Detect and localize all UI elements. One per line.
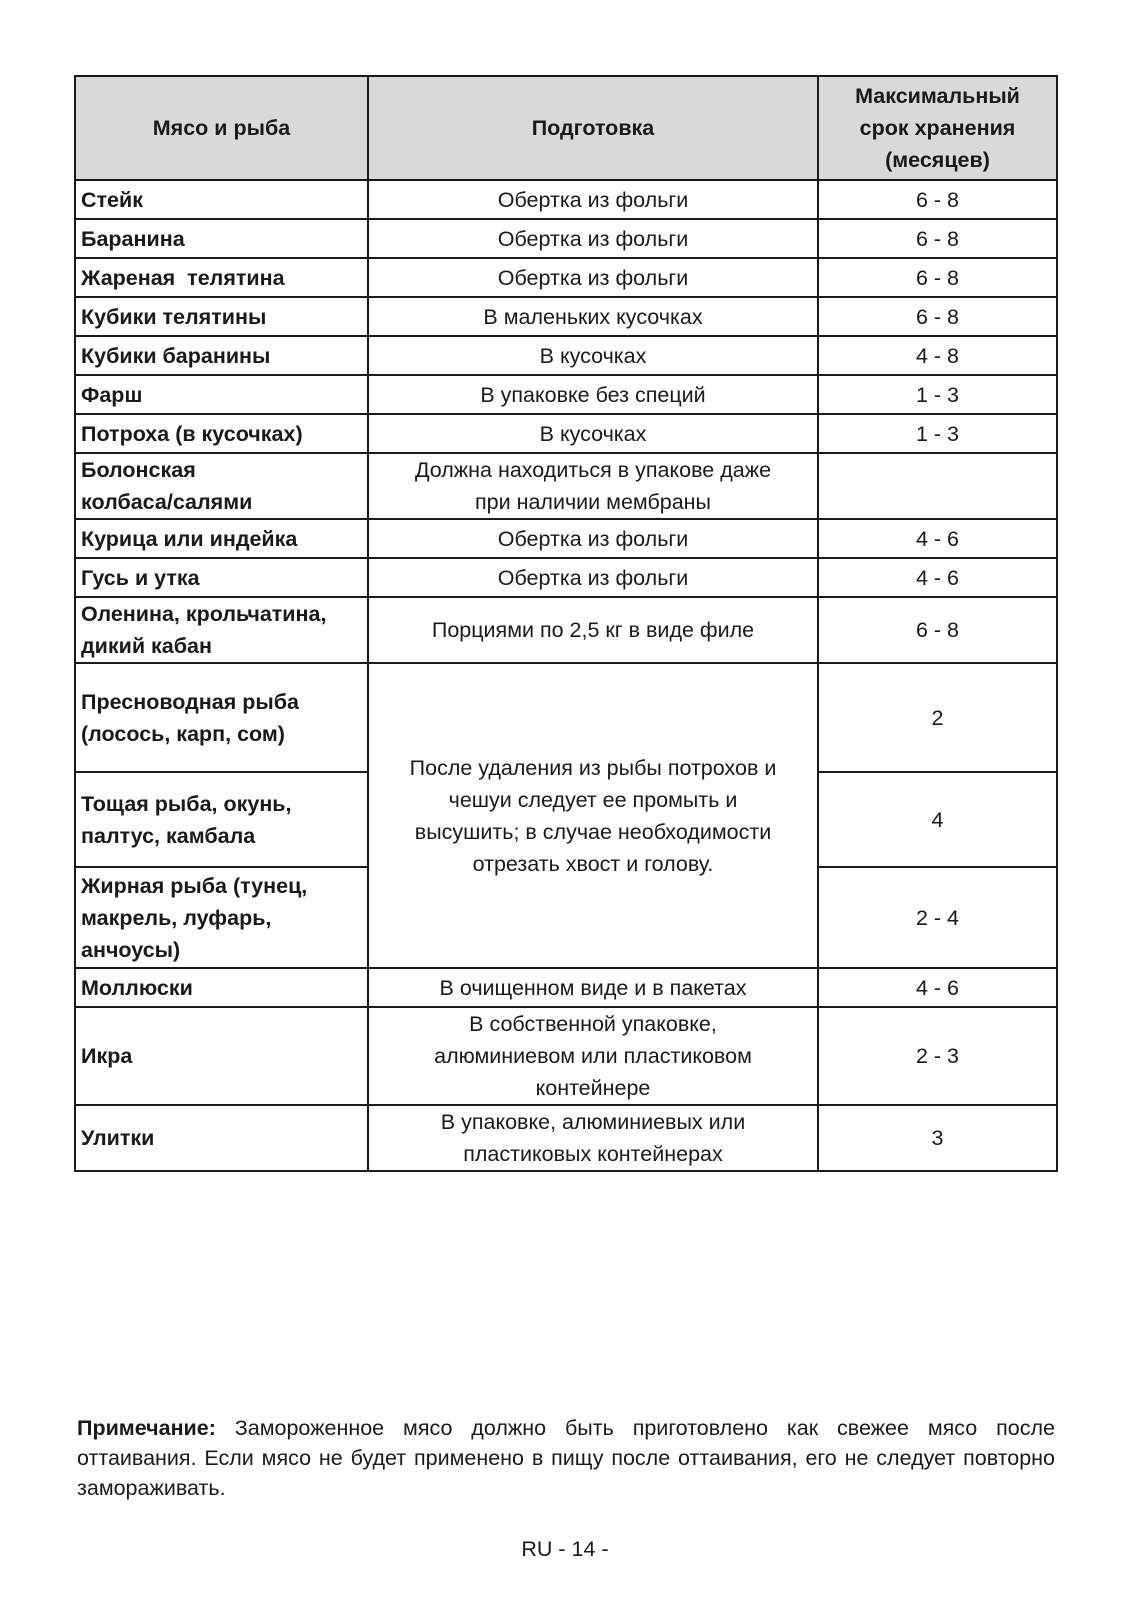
row-name-line1: Пресноводная рыба (81, 689, 299, 714)
row-name-line2: (лосось, карп, сом) (81, 721, 285, 746)
row-months: 4 - 6 (818, 558, 1057, 597)
row-preparation: Обертка из фольги (368, 519, 818, 558)
row-name (75, 453, 368, 519)
table-row (75, 558, 1057, 597)
row-preparation: В кусочках (368, 336, 818, 375)
row-months: 1 - 3 (818, 414, 1057, 453)
table-row (75, 258, 1057, 297)
row-name: Стейк (75, 180, 368, 219)
row-name: Кубики баранины (75, 336, 368, 375)
row-months: 4 - 6 (818, 519, 1057, 558)
row-preparation (368, 1007, 818, 1105)
table-row (75, 968, 1057, 1007)
row-name: Улитки (75, 1105, 368, 1171)
row-preparation-line1: В собственной упаковке, (469, 1012, 717, 1036)
row-preparation-line1: Должна находиться в упакове даже (414, 458, 772, 482)
row-name-line3: анчоусы) (81, 937, 181, 962)
row-months: 4 (818, 772, 1057, 867)
row-name-line1: Жирная рыба (тунец, (81, 873, 308, 898)
row-name-line2: палтус, камбала (81, 823, 256, 848)
row-name (75, 867, 368, 968)
table-row (75, 453, 1057, 519)
page-number: RU - 14 - (521, 1537, 609, 1561)
table-header-row (75, 76, 1057, 180)
table-row (75, 219, 1057, 258)
row-name-line2: макрель, луфарь, (81, 905, 272, 930)
table-row (75, 597, 1057, 663)
row-months: 1 - 3 (818, 375, 1057, 414)
note-label: Примечание: (77, 1416, 216, 1440)
row-preparation (368, 453, 818, 519)
row-months: 6 - 8 (818, 297, 1057, 336)
row-preparation-line2: алюминиевом или пластиковом (434, 1044, 752, 1068)
row-name-line1: Болонская (81, 458, 196, 482)
table-row (75, 1007, 1057, 1105)
row-months (818, 453, 1057, 519)
row-months: 2 (818, 663, 1057, 772)
row-name: Потроха (в кусочках) (75, 414, 368, 453)
row-name: Фарш (75, 375, 368, 414)
row-name: Курица или индейка (75, 519, 368, 558)
row-name-line2: колбаса/салями (81, 490, 253, 514)
row-name (75, 663, 368, 772)
table-row (75, 336, 1057, 375)
row-preparation-line2: при наличии мембраны (475, 490, 711, 514)
table-row (75, 519, 1057, 558)
row-preparation: Порциями по 2,5 кг в виде филе (368, 597, 818, 663)
row-months: 6 - 8 (818, 597, 1057, 663)
row-preparation: В маленьких кусочках (368, 297, 818, 336)
row-name: Жареная телятина (75, 258, 368, 297)
note-text: Замороженное мясо должно быть приготовлено как свежее мясо после оттаивания. Если мясо не будет применено в пищу после оттаивания, его не следует повторно замораживать. (77, 1416, 1055, 1500)
row-preparation: Обертка из фольги (368, 558, 818, 597)
row-name: Кубики телятины (75, 297, 368, 336)
row-name (75, 597, 368, 663)
header-max-storage-line2: срок хранения (859, 116, 1016, 140)
row-preparation-line1: В упаковке, алюминиевых или (440, 1110, 746, 1134)
row-months: 6 - 8 (818, 258, 1057, 297)
row-preparation: В очищенном виде и в пакетах (368, 968, 818, 1007)
row-preparation: Обертка из фольги (368, 258, 818, 297)
row-name-line1: Оленина, крольчатина, (81, 602, 327, 626)
row-months: 6 - 8 (818, 180, 1057, 219)
table-row (75, 297, 1057, 336)
row-months: 4 - 8 (818, 336, 1057, 375)
table-row (75, 1105, 1057, 1171)
note-paragraph (77, 1413, 1055, 1503)
fish-preparation-line1: После удаления из рыбы потрохов и (409, 755, 777, 780)
table-row (75, 180, 1057, 219)
header-max-storage-line3: (месяцев) (885, 148, 990, 172)
header-max-storage (818, 76, 1057, 180)
header-meat-fish: Мясо и рыба (75, 76, 368, 180)
row-preparation (368, 1105, 818, 1171)
table-row (75, 414, 1057, 453)
row-months: 2 - 3 (818, 1007, 1057, 1105)
row-preparation: Обертка из фольги (368, 180, 818, 219)
fish-preparation-line4: отрезать хвост и голову. (472, 851, 714, 876)
row-preparation-line2: пластиковых контейнерах (463, 1142, 723, 1166)
row-preparation: Обертка из фольги (368, 219, 818, 258)
row-name-line2: дикий кабан (81, 634, 212, 658)
header-max-storage-line1: Максимальный (855, 84, 1020, 108)
row-name: Моллюски (75, 968, 368, 1007)
row-name: Икра (75, 1007, 368, 1105)
storage-table (74, 75, 1058, 1172)
row-months: 6 - 8 (818, 219, 1057, 258)
row-months: 4 - 6 (818, 968, 1057, 1007)
fish-preparation-line2: чешуи следует ее промыть и (448, 787, 738, 812)
row-name: Гусь и утка (75, 558, 368, 597)
row-preparation-line3: контейнере (535, 1076, 651, 1100)
row-preparation: В упаковке без специй (368, 375, 818, 414)
row-months: 2 - 4 (818, 867, 1057, 968)
fish-row-freshwater (75, 663, 1057, 772)
fish-preparation (368, 663, 818, 968)
header-preparation: Подготовка (368, 76, 818, 180)
row-name-line1: Тощая рыба, окунь, (81, 791, 292, 816)
fish-preparation-line3: высушить; в случае необходимости (414, 819, 772, 844)
row-name: Баранина (75, 219, 368, 258)
row-name (75, 772, 368, 867)
row-months: 3 (818, 1105, 1057, 1171)
table-row (75, 375, 1057, 414)
row-preparation: В кусочках (368, 414, 818, 453)
